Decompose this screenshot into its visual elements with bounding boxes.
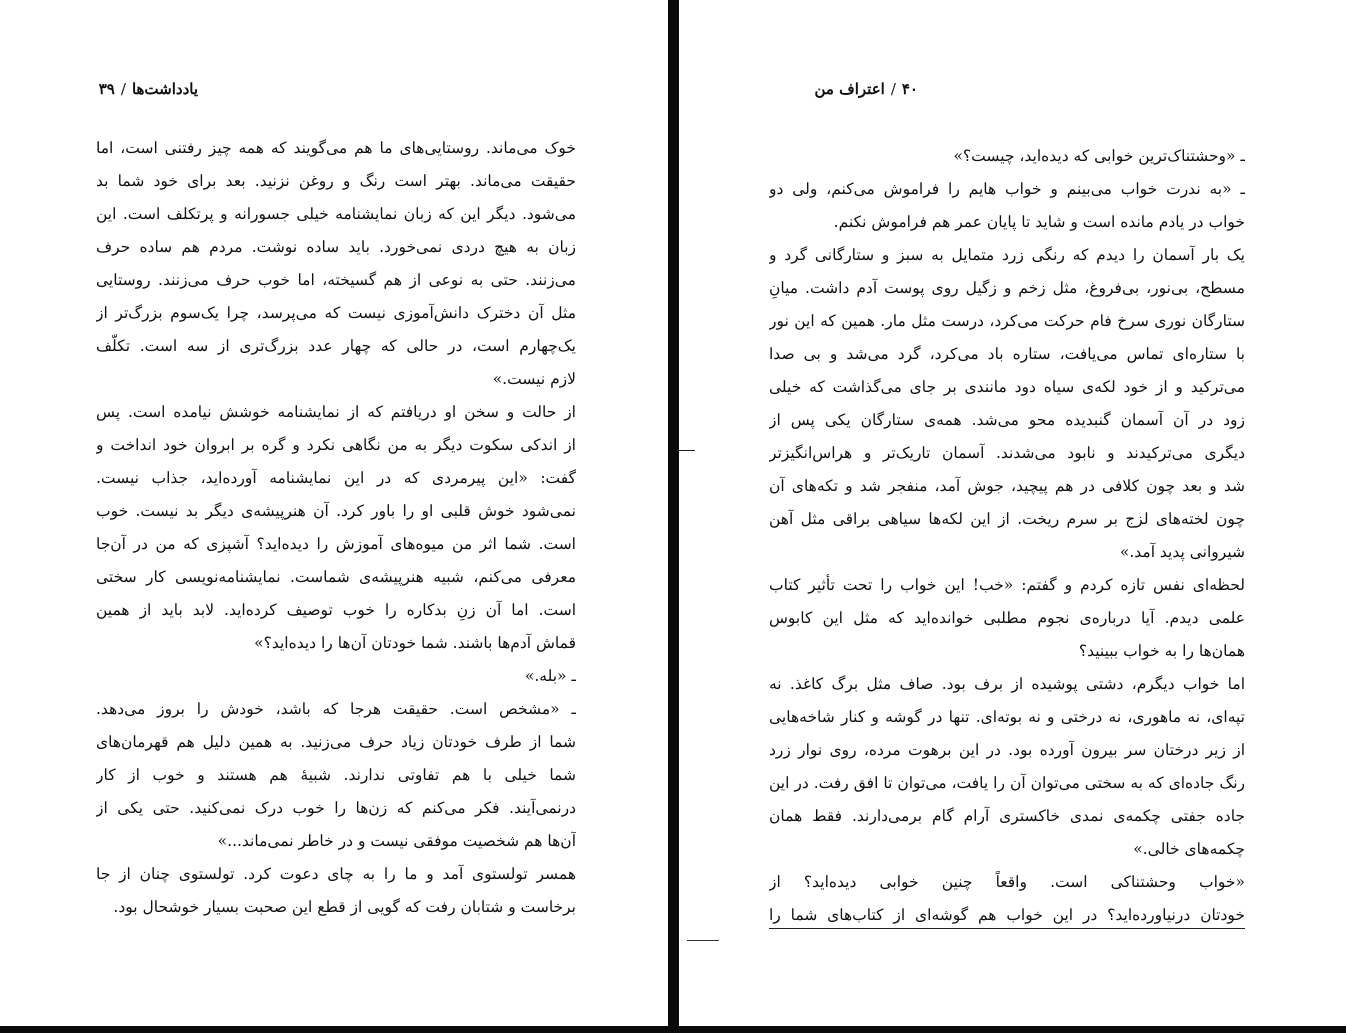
text-line: با ستاره‌ای تماس می‌یافت، ستاره باد می‌کرد، گرد می‌شد و بی صدا [769,345,1245,363]
text-line: است. اما آن زنِ بدکاره را خوب توصیف کرده‌اید. لابد باید از همین [96,601,576,619]
text-line: خواب در یادم مانده است و شاید تا پایان عمر هم فراموش نکنم. [833,213,1245,231]
text-line: زبان به هیچ دردی نمی‌خورد. باید ساده نوشت. مردم هم ساده حرف [96,238,576,256]
text-line: چکمه‌های خالی.» [1133,840,1245,858]
text-line: شیروانی پدید آمد.» [1119,543,1245,561]
text-line: دیگری می‌ترکیدند و نابود می‌شدند. آسمان تاریک‌تر و هراس‌انگیزتر [769,444,1245,462]
text-line: «خواب وحشتناکی است. واقعاً چنین خوابی دیده‌اید؟ از [769,873,1245,891]
text-line: قماش آدم‌ها باشند. شما خودتان آن‌ها را دیده‌اید؟» [254,634,576,652]
page-bottom-rule [769,928,1245,929]
text-line: یک بار آسمان را دیدم که رنگی زرد متمایل به سبز و ستارگانی گرد و [769,246,1245,264]
text-line: گفت: «این پیرمردی که در این نمایشنامه آورده‌اید، جذاب نیست. [96,469,576,487]
text-line: تپه‌ای، نه ماهوری، نه درختی و نه بوته‌ای. تنها در گوشه و کنار شاخه‌هایی [769,708,1245,726]
text-line: زود در آن آسمان گنبدیده محو می‌شد. همه‌ی ستارگان یکی پس از [769,411,1245,429]
text-line: درنمی‌آیند. فکر می‌کنم که زن‌ها را خوب درک نمی‌کنید. حتی یکی از [96,799,576,817]
text-line: است. شما اثر من میوه‌های آموزش را دیده‌اید؟ آشپزی که من در آن‌جا [96,535,576,553]
text-line: از زیر درختان سر بیرون آورده بود. در این برهوت مرده، روی نوار زرد [769,741,1245,759]
text-line: ـ «مشخص است. حقیقت هرجا که باشد، خودش را بروز می‌دهد. [96,700,576,718]
text-line: علمی دیدم. آیا درباره‌ی نجوم مطلبی خوانده‌اید که مثل این کابوس [769,609,1245,627]
page-bottom-edge [0,1026,1346,1033]
text-line: یک‌چهارم است، در حالی که چهار عدد بزرگ‌تری از سه است. تکلّف [96,337,576,355]
text-line: ـ «به ندرت خواب می‌بینم و خواب هایم را فراموش می‌کنم، ولی دو [769,180,1245,198]
text-line: خوک می‌ماند. روستایی‌های ما هم می‌گویند که همه چیز رفتنی است، اما [96,139,576,157]
text-line: رنگ جاده‌ای که به سختی می‌توان آن را یافت، می‌توان تا افق رفت. در این [769,774,1245,792]
text-line: شما از طرف خودتان زیاد حرف می‌زنید. به همین دلیل هم قهرمان‌های [96,733,576,751]
right-running-head [815,80,919,98]
text-line: شما خیلی با هم تفاوتی ندارند. شبیهٔ هم هستند و خوب از کار [96,766,576,784]
text-line: مثل آن دخترک دانش‌آموزی نیست که می‌پرسد، چرا یک‌سوم بزرگ‌تر از [96,304,576,322]
text-line: لحظه‌ای نفس تازه کردم و گفتم: «خب! این خواب را تحت تأثیر کتاب [769,576,1245,594]
text-line: برخاست و شتابان رفت که گویی از قطع این صحبت بسیار خوشحال بود. [113,898,576,916]
text-line: همان‌ها را به خواب ببینید؟ [1078,642,1245,660]
text-line: جاده جفتی چکمه‌ی نمدی خاکستری آرام گام برمی‌دارند. فقط همان [769,807,1245,825]
text-line: آن‌ها هم شخصیت موفقی نیست و در خاطر نمی‌ماند...» [217,832,576,850]
text-line: چون لخته‌های لزج بر سرم ریخت. از این لکه‌ها سیاهی براقی مثل آهن [769,510,1245,528]
text-line: می‌زنند. حتی به نوعی از هم گسیخته، اما خوب حرف می‌زنند. روستایی [96,271,576,289]
text-line: اما خواب دیگرم، دشتی پوشیده از برف بود. صاف مثل برگ کاغذ. نه [769,675,1245,693]
right-page [679,0,1346,1026]
footnote-rule [687,940,719,941]
right-running-head-separator: / [890,80,896,98]
text-line: حقیقت می‌ماند. بهتر است رنگ و روغن نزنید. بعد برای خود شما بد [96,172,576,190]
text-line: شد و بعد چون کلافی در هم پیچید، جوش آمد، منفجر شد و تکه‌های آن [769,477,1245,495]
text-line: از اندکی سکوت دیگر به من نگاهی نکرد و گره بر ابروان خود انداخت و [96,436,576,454]
text-line: مسطح، بی‌نور، بی‌فروغ، مثل زخم و زگیل روی پوست آدم داشت. میانِ [769,279,1245,297]
text-line: لازم نیست.» [492,370,576,388]
text-line: نمی‌شود خوش قلبی او را باور کرد. آن هنرپیشه‌ی دیگر بد نیست. خوب [96,502,576,520]
text-line: از حالت و سخن او دریافتم که از نمایشنامه خوشش نیامده است. پس [96,403,576,421]
right-page-number: ۴۰ [901,80,918,98]
right-running-head-title: اعتراف من [814,80,885,98]
left-running-head-title: یادداشت‌ها [131,80,198,98]
left-page [0,0,668,1026]
text-line: می‌شود. دیگر این که زبان نمایشنامه خیلی جسورانه و پرتکلف است. این [96,205,576,223]
margin-mark [679,450,695,451]
text-line: خودتان درنیاورده‌اید؟ در این خواب هم گوشه‌ای از کتاب‌های شما را [769,906,1245,924]
text-line: ستارگان نوری سرخ فام حرکت می‌کرد، درست مثل مار. همین که این نور [769,312,1245,330]
text-line: همسر تولستوی آمد و ما را به چای دعوت کرد. تولستوی چنان از جا [96,865,576,883]
text-line: ـ «وحشتناک‌ترین خوابی که دیده‌اید، چیست؟» [953,147,1245,165]
left-page-number: ۳۹ [98,80,115,98]
left-page-text [96,132,576,924]
text-line: می‌ترکید و از خود لکه‌ی سیاه دود مانندی بر جای می‌گذاشت که خیلی [769,378,1245,396]
text-line: معرفی می‌کنم، شبیه هنرپیشه‌ی شماست. نمایشنامه‌نویسی کار سختی [96,568,576,586]
book-gutter [668,0,679,1033]
right-page-text [769,140,1245,932]
left-running-head-separator: / [120,80,126,98]
left-running-head [99,80,198,98]
text-line: ـ «بله.» [524,667,576,685]
